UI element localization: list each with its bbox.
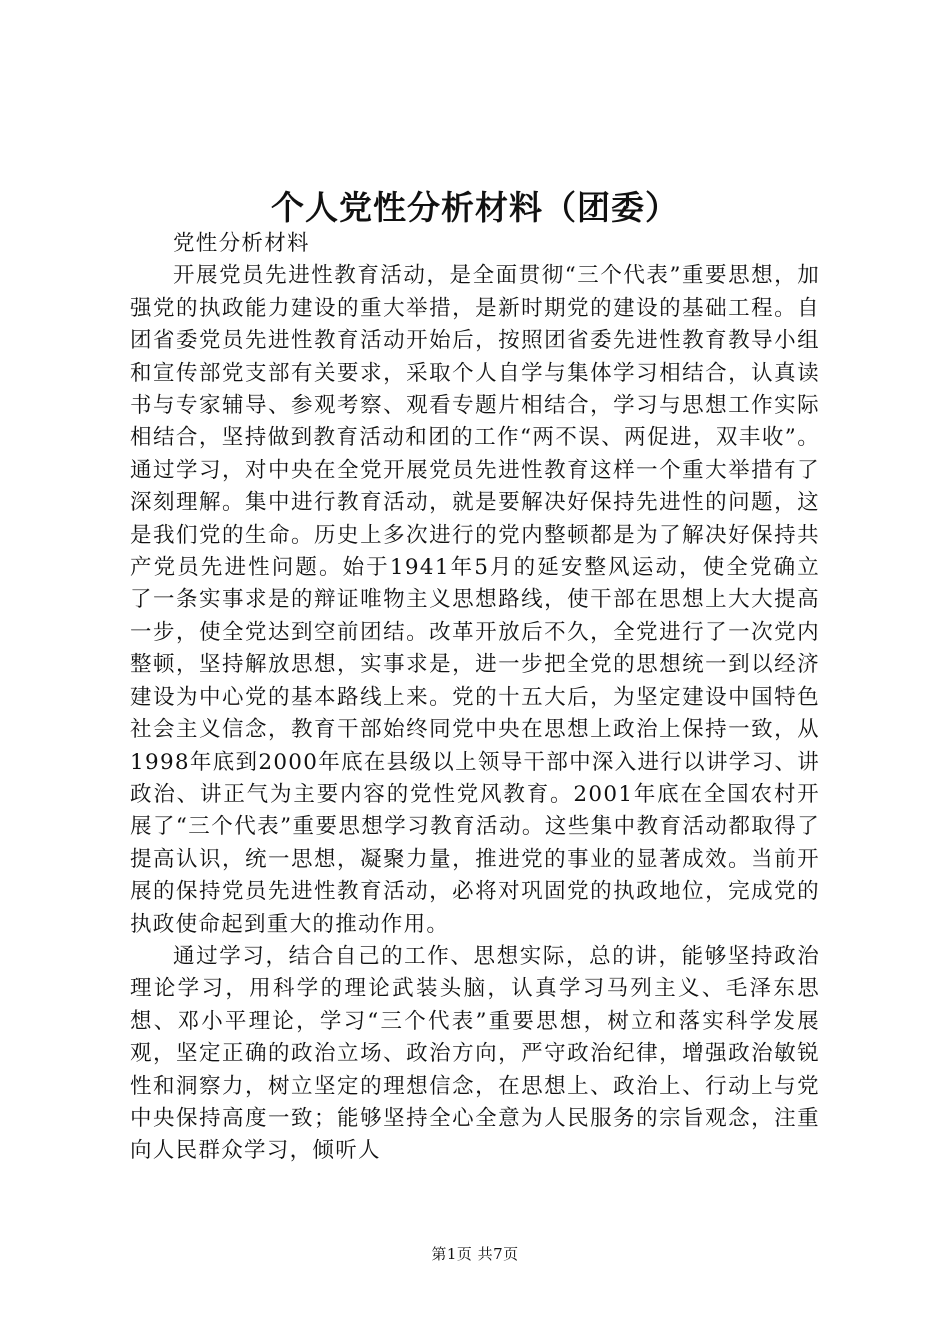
document-title: 个人党性分析材料（团委） — [271, 188, 679, 227]
body-paragraph: 开展党员先进性教育活动，是全面贯彻“三个代表”重要思想，加强党的执政能力建设的重大举措，是新时期党的建设的基础工程。自团省委党员先进性教育活动开始后，按照团省委先进性教育教导小组和宣传部党支部有关要求，采取个人自学与集体学习相结合，认真读书与专家辅导、参观考察、观看专题片相结合，学习与思想工作实际相结合，坚持做到教育活动和团的工作“两不误、两促进，双丰收”。通过学习，对中央在全党开展党员先进性教育这样一个重大举措有了深刻理解。集中进行教育活动，就是要解决好保持先进性的问题，这是我们党的生命。历史上多次进行的党内整顿都是为了解决好保持共产党员先进性问题。始于1941年5月的延安整风运动，使全党确立了一条实事求是的辩证唯物主义思想路线，使干部在思想上大大提高一步，使全党达到空前团结。改革开放后不久，全党进行了一次党内整顿，坚持解放思想，实事求是，进一步把全党的思想统一到以经济建设为中心党的基本路线上来。党的十五大后，为坚定建设中国特色社会主义信念，教育干部始终同党中央在思想上政治上保持一致，从1998年底到2000年底在县级以上领导干部中深入进行以讲学习、讲政治、讲正气为主要内容的党性党风教育。2001年底在全国农村开展了“三个代表”重要思想学习教育活动。这些集中教育活动都取得了提高认识，统一思想，凝聚力量，推进党的事业的显著成效。当前开展的保持党员先进性教育活动，必将对巩固党的执政地位，完成党的执政使命起到重大的推动作用。 — [130, 263, 820, 937]
body-paragraph: 通过学习，结合自己的工作、思想实际，总的讲，能够坚持政治理论学习，用科学的理论武装头脑，认真学习马列主义、毛泽东思想、邓小平理论，学习“三个代表”重要思想，树立和落实科学发展观，坚定正确的政治立场、政治方向，严守政治纪律，增强政治敏锐性和洞察力，树立坚定的理想信念，在思想上、政治上、行动上与党中央保持高度一致；能够坚持全心全意为人民服务的宗旨观念，注重向人民群众学习，倾听人 — [130, 943, 820, 1164]
page-footer: 第1页 共7页 — [431, 1245, 519, 1263]
section-heading: 党性分析材料 — [173, 231, 310, 256]
document-body — [130, 228, 820, 1168]
